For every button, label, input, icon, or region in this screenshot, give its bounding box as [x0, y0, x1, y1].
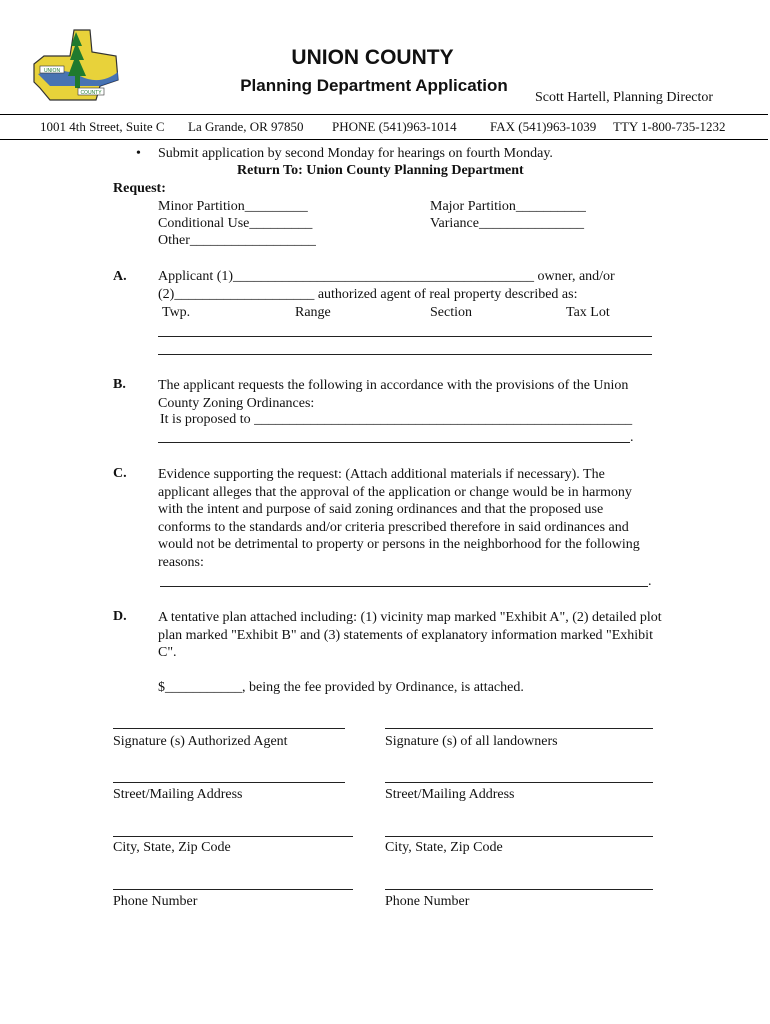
city-state: La Grande, OR 97850	[188, 119, 304, 134]
applicant-owner-field[interactable]: Applicant (1)___________________________________________ owner, and/or	[158, 269, 615, 284]
section-b-text: The applicant requests the following in accordance with the provisions of the Union County Zoning Ordinances:	[158, 378, 629, 411]
logo-text-union: UNION	[43, 68, 61, 74]
landowner-signature-line[interactable]	[385, 728, 653, 729]
authorized-agent-field[interactable]: (2)____________________ authorized agent of real property described as:	[158, 287, 578, 302]
property-description-line-1[interactable]	[158, 336, 652, 337]
section-label: Section	[430, 305, 472, 320]
section-c-period: .	[648, 574, 652, 589]
range-label: Range	[295, 305, 331, 320]
variance-field[interactable]: Variance_______________	[430, 216, 584, 231]
city-left-label: City, State, Zip Code	[113, 840, 231, 855]
request-label: Request:	[113, 181, 166, 196]
proposed-line-2[interactable]	[158, 442, 630, 443]
city-left-line[interactable]	[113, 836, 353, 837]
tty-number: TTY 1-800-735-1232	[613, 119, 726, 134]
minor-partition-field[interactable]: Minor Partition_________	[158, 199, 308, 214]
planning-director: Scott Hartell, Planning Director	[535, 90, 714, 105]
street-right-label: Street/Mailing Address	[385, 787, 515, 802]
major-partition-field[interactable]: Major Partition__________	[430, 199, 586, 214]
street-left-line[interactable]	[113, 782, 345, 783]
application-title: Planning Department Application	[240, 76, 508, 95]
section-d-text: A tentative plan attached including: (1) vicinity map marked "Exhibit A", (2) detailed plot plan marked "Exhibit B" and (3) statements of explanatory information marked "Exhibit C".	[158, 610, 662, 660]
phone-right-label: Phone Number	[385, 894, 470, 909]
street-left-label: Street/Mailing Address	[113, 787, 243, 802]
return-to: Return To: Union County Planning Department	[237, 163, 524, 178]
bullet-icon: •	[136, 146, 141, 161]
city-right-label: City, State, Zip Code	[385, 840, 503, 855]
street-right-line[interactable]	[385, 782, 653, 783]
address-bar	[0, 114, 768, 140]
proposed-field[interactable]: It is proposed to ______________________________________________________	[160, 412, 633, 427]
section-b-letter: B.	[113, 377, 126, 392]
phone-right-line[interactable]	[385, 889, 653, 890]
fee-field[interactable]: $___________, being the fee provided by Ordinance, is attached.	[158, 680, 524, 695]
section-d-letter: D.	[113, 609, 127, 624]
section-c-letter: C.	[113, 466, 127, 481]
agent-signature-line[interactable]	[113, 728, 345, 729]
tax-lot-label: Tax Lot	[566, 305, 610, 320]
section-c-text: Evidence supporting the request: (Attach additional materials if necessary). The applicant alleges that the approval of the application or change would be in harmony with the intent and purpose of said zoning ordinances and that the proposed use conforms to the standards and/or criteria prescribed therefore in said ordinances and would not be detrimental to property or persons in the neighborhood for the following reasons:	[158, 467, 640, 570]
submission-deadline: Submit application by second Monday for hearings on fourth Monday.	[158, 146, 553, 161]
section-a-letter: A.	[113, 269, 127, 284]
logo-text-county: COUNTY	[80, 90, 102, 96]
fax-number: FAX (541)963-1039	[490, 119, 597, 134]
other-field[interactable]: Other__________________	[158, 233, 316, 248]
phone-number: PHONE (541)963-1014	[332, 119, 457, 134]
property-description-line-2[interactable]	[158, 354, 652, 355]
section-b-period: .	[630, 430, 634, 445]
phone-left-label: Phone Number	[113, 894, 198, 909]
street-address: 1001 4th Street, Suite C	[40, 119, 165, 134]
twp-label: Twp.	[162, 305, 191, 320]
conditional-use-field[interactable]: Conditional Use_________	[158, 216, 313, 231]
city-right-line[interactable]	[385, 836, 653, 837]
reasons-line[interactable]	[160, 586, 648, 587]
agent-signature-label: Signature (s) Authorized Agent	[113, 734, 288, 749]
county-name: UNION COUNTY	[291, 46, 454, 69]
landowner-signature-label: Signature (s) of all landowners	[385, 734, 558, 749]
phone-left-line[interactable]	[113, 889, 353, 890]
